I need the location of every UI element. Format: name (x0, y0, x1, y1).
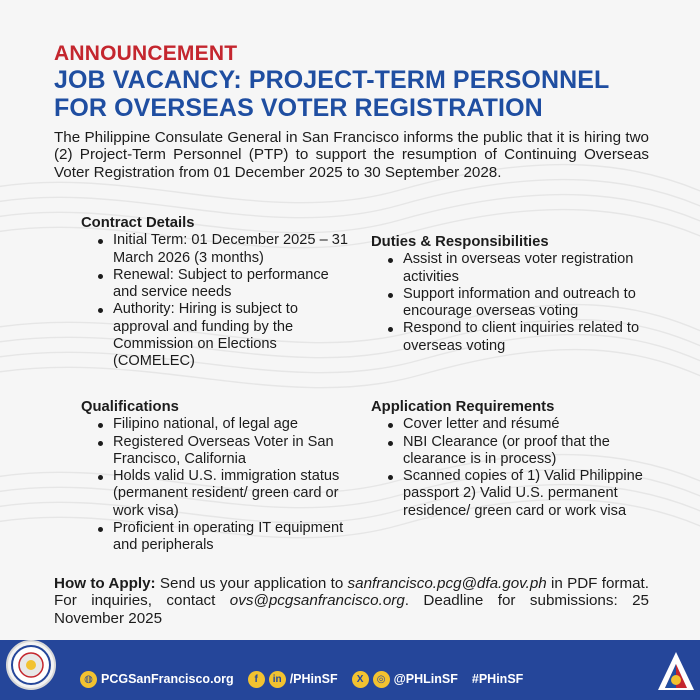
list-item: NBI Clearance (or proof that the clearance is in process) (387, 434, 651, 469)
qualifications-section (81, 399, 356, 555)
footer-handle-phinsf[interactable]: /PHinSF (289, 672, 338, 686)
contract-details-list (97, 232, 356, 370)
application-requirements-heading: Application Requirements (371, 399, 555, 415)
duties-heading: Duties & Responsibilities (371, 234, 549, 250)
application-email-link[interactable]: sanfrancisco.pcg@dfa.gov.ph (347, 575, 547, 592)
list-item: Respond to client inquiries related to overseas voting (387, 320, 651, 355)
application-requirements-list (387, 416, 651, 520)
list-item: Support information and outreach to encourage overseas voting (387, 286, 651, 321)
list-item: Proficient in operating IT equipment and peripherals (97, 520, 356, 555)
seal-emblem-icon (8, 642, 54, 688)
list-item: Scanned copies of 1) Valid Philippine passport 2) Valid U.S. permanent residence/ green card or work visa (387, 468, 651, 520)
footer-website-link[interactable]: PCGSanFrancisco.org (101, 672, 234, 686)
duties-list (387, 251, 651, 355)
inquiry-email-link[interactable]: ovs@pcgsanfrancisco.org (229, 592, 405, 610)
globe-icon: ◍ (80, 671, 97, 688)
linkedin-icon: in (269, 671, 286, 688)
qualifications-list (97, 416, 356, 554)
list-item: Registered Overseas Voter in San Francisco, California (97, 434, 356, 469)
how-to-apply-paragraph (54, 575, 649, 627)
list-item: Holds valid U.S. immigration status (permanent resident/ green card or work visa) (97, 468, 356, 520)
list-item: Initial Term: 01 December 2025 – 31 March 2026 (3 months) (97, 232, 356, 267)
qualifications-heading: Qualifications (81, 399, 179, 415)
facebook-icon: f (248, 671, 265, 688)
apply-text-2: in PDF format. For inquiries, contact (54, 575, 649, 610)
philippine-sun-icon (656, 650, 696, 694)
footer-social-row (80, 670, 523, 688)
list-item: Assist in overseas voter registration activities (387, 251, 651, 286)
consulate-seal-logo (6, 640, 56, 690)
duties-section (371, 234, 651, 355)
x-twitter-icon: X (352, 671, 369, 688)
list-item: Authority: Hiring is subject to approval and funding by the Commission on Elections (COMELEC) (97, 301, 356, 370)
list-item: Cover letter and résumé (387, 416, 651, 433)
intro-paragraph: The Philippine Consulate General in San Francisco informs the public that it is hiring two (2) Project-Term Personnel (PTP) to support the resumption of Continuing Overseas Voter Registration from 01 December 2025 to 30 September 2028. (54, 129, 649, 181)
how-to-apply-label: How to Apply: (54, 575, 156, 592)
announcement-label: ANNOUNCEMENT (54, 42, 238, 65)
contract-details-section (81, 215, 356, 371)
application-requirements-section (371, 399, 651, 520)
instagram-icon: ◎ (373, 671, 390, 688)
apply-text-1: Send us your application to (155, 575, 348, 592)
page-title: JOB VACANCY: PROJECT-TERM PERSONNEL FOR OVERSEAS VOTER REGISTRATION (54, 66, 609, 122)
list-item: Renewal: Subject to performance and service needs (97, 267, 356, 302)
apply-text-3: . Deadline for submissions: 25 November 2025 (54, 592, 650, 627)
list-item: Filipino national, of legal age (97, 416, 356, 433)
footer-hashtag[interactable]: #PHinSF (471, 672, 524, 686)
footer-handle-phlinsf[interactable]: @PHLinSF (393, 672, 458, 686)
contract-details-heading: Contract Details (81, 215, 195, 231)
